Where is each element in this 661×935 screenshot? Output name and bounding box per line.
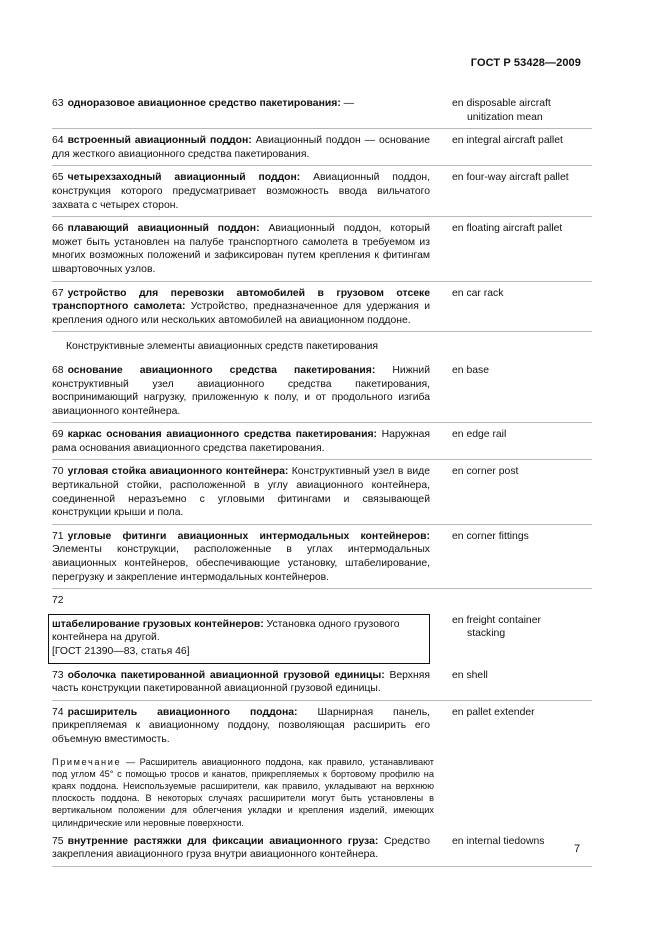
term-en [452,465,592,519]
term-entry-65 [52,171,592,217]
term-en [452,706,592,747]
term-en-line1: en integral aircraft pallet [452,135,563,147]
term-en [452,97,592,124]
term-en [452,134,592,161]
note-text: — Расширитель авиационного поддона, как правило, устанавливают под углом 45° с помощью тросов и канатов, прикрепляемых к бортовому профилю на краях поддона. Неиспользуемые расширители, как правило, укладывают на верхнюю плоскость поддона. В некоторых случаях расширители могут быть установлены в вертикальном положении для облегчения укладки и крепления изделий, имеющих цилиндрические или неровные поверхности. [52,756,434,828]
term-number: 71 [52,530,64,542]
term-en [452,669,592,696]
term-definition: Авиационный поддон, конструкция которого предусматривает возможность ввода вильчатого захвата с четырех сторон. [52,172,430,211]
standard-number: ГОСТ Р 53428—2009 [470,57,581,69]
term-name: четырехзаходный авиационный поддон: [67,172,301,184]
term-entry-68 [52,364,592,423]
term-entry-71 [52,530,592,589]
term-en-line1: en car rack [452,287,504,299]
term-en [452,171,592,212]
term-name: встроенный авиационный поддон: [67,135,252,147]
term-definition: Авиационный поддон — основание для жесткого авиационного средства пакетирования. [52,135,430,160]
term-en-line1: en base [452,364,489,376]
term-entry-72 [52,614,592,664]
section-title: Конструктивные элементы авиационных средств пакетирования [66,341,379,353]
term-name: основание авиационного средства пакетирования: [67,364,376,376]
term-number: 70 [52,466,64,478]
term-en-line2: stacking [467,628,506,640]
term-en [452,530,592,584]
term-number: 65 [52,172,64,184]
term-ru [52,134,430,161]
term-definition: Верхняя часть конструкции пакетированной авиационной грузовой единицы. [52,669,430,695]
term-entry-63 [52,97,592,129]
term-en-line1: en pallet extender [452,706,535,718]
term-name: внутренние растяжки для фиксации авиационного груза: [67,835,379,847]
term-number: 74 [52,706,64,718]
term-name: плавающий авиационный поддон: [67,223,260,235]
term-ru [52,706,430,747]
term-en [452,835,592,862]
term-en-line1: en edge rail [452,429,507,441]
term-ru [52,428,430,455]
term-ru [52,364,430,418]
term-ru [52,171,430,212]
term-en-line1: en shell [452,669,488,681]
term-number: 75 [52,835,64,847]
term-definition: Конструктивный узел в виде вертикальной стойки, расположенной в углу авиационного контейнера, соединенной неразъемно с угловыми фитингами и связывающей конструкции крыши и пола. [52,466,430,519]
term-ru [52,530,430,584]
term-entry-73 [52,669,592,701]
term-ru [52,835,430,862]
term-number-72: 72 [52,595,64,607]
term-definition: Устройство, предназначенное для удержания и крепления одного или нескольких автомобилей на авиационном поддоне. [52,301,430,326]
term-definition: Авиационный поддон, который может быть установлен на палубе транспортного самолета в требуемом из многих возможных положений и зафиксирован путем крепления к фитингам швартовочных узлов. [52,223,430,275]
term-en-line1: en disposable aircraft [452,98,551,109]
term-entry-74 [52,706,592,751]
term-en-line1: en corner post [452,466,519,478]
term-number: 64 [52,135,64,147]
terms-list [52,97,592,872]
term-definition: Элементы конструкции, расположенные в углах интермодальных авиационных контейнеров, обеспечивающие установку, штабелирование, перегрузку и закрепление интермодальных контейнеров. [52,544,430,583]
term-number: 63 [52,98,64,109]
term-en [452,614,592,664]
term-definition: Нижний конструктивный узел авиационного средства пакетирования, воспринимающий нагрузку, приложенную к полу, и от продольного изгиба авиационного контейнера. [52,364,430,417]
term-name: угловая стойка авиационного контейнера: [67,466,289,478]
term-name: оболочка пакетированной авиационной грузовой единицы: [67,669,385,681]
term-en-line2: unitization mean [467,111,543,123]
term-definition: Установка одного грузового контейнера на другой. [52,618,400,644]
term-name: каркас основания авиационного средства пакетирования: [67,429,377,441]
term-en-line1: en freight container [452,614,541,626]
term-en [452,287,592,328]
term-name: расширитель авиационного поддона: [67,706,298,718]
term-reference: [ГОСТ 21390—83, статья 46] [52,646,190,657]
term-en [452,222,592,276]
term-en [452,364,592,418]
term-number: 67 [52,287,64,299]
term-number: 68 [52,364,64,376]
term-name: одноразовое авиационное средство пакетирования: [67,98,341,109]
term-name: угловые фитинги авиационных интермодальных контейнеров: [67,530,430,542]
term-ru [52,669,430,696]
term-ru-boxed [48,614,430,664]
term-en-line1: en four-way aircraft pallet [452,172,569,184]
term-number: 69 [52,429,64,441]
term-name: штабелирование грузовых контейнеров: [52,618,264,630]
term-definition: — [340,98,355,109]
term-en [452,428,592,455]
term-name: устройство для перевозки автомобилей в грузовом отсеке транспортного самолета: [52,287,430,313]
term-entry-64 [52,134,592,166]
note-74 [52,756,434,829]
term-ru [52,465,430,519]
note-label: Примечание [52,756,122,767]
term-en-line1: en internal tiedowns [452,835,545,847]
term-number: 66 [52,223,64,235]
term-entry-67 [52,287,592,333]
term-entry-70 [52,465,592,524]
term-number: 73 [52,669,64,681]
term-entry-66 [52,222,592,281]
term-definition: Наружная рама основания авиационного средства пакетирования. [52,429,430,454]
term-definition: Средство закрепления авиационного груза внутри авиационного контейнера. [52,835,430,861]
term-en-line1: en floating aircraft pallet [452,223,563,235]
term-en-line1: en corner fittings [452,530,529,542]
term-ru [52,287,430,328]
term-definition: Шарнирная панель, прикрепляемая к авиационному поддону, позволяющая расширить его объемную вместимость. [52,706,431,745]
term-ru [52,222,430,276]
term-entry-69 [52,428,592,460]
term-entry-75 [52,835,592,867]
page-number: 7 [574,843,581,855]
term-ru [52,97,430,124]
